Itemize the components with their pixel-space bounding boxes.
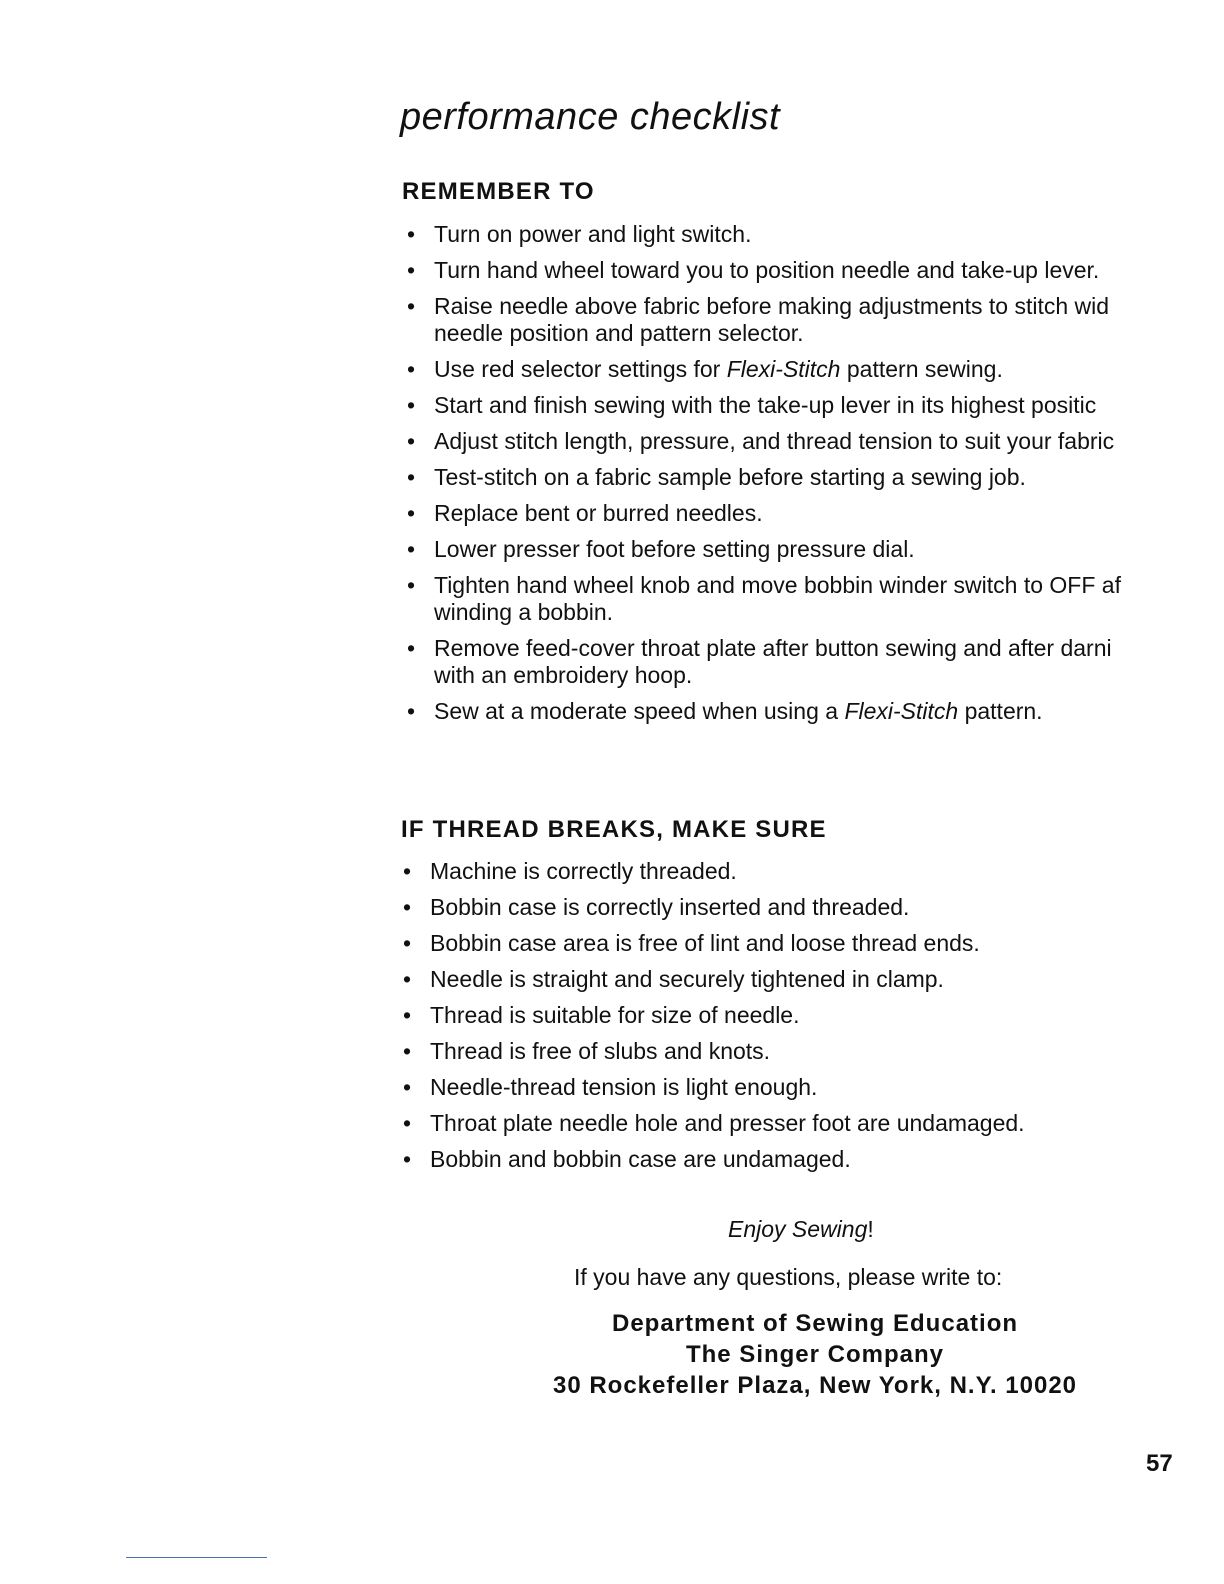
page-number: 57	[1146, 1450, 1173, 1477]
checklist-item-text: Adjust stitch length, pressure, and thread tension to suit your fabric	[434, 428, 1115, 454]
checklist-item-text: with an embroidery hoop.	[434, 662, 693, 688]
checklist-item	[398, 1146, 1158, 1173]
bullet-icon: •	[407, 428, 416, 454]
checklist-item-text: Replace bent or burred needles.	[434, 500, 763, 526]
bullet-icon: •	[407, 392, 416, 418]
checklist-item	[402, 500, 1224, 527]
bullet-icon: •	[407, 293, 416, 319]
page-title: performance checklist	[400, 96, 781, 138]
checklist-item	[402, 536, 1224, 563]
checklist-item	[402, 221, 1224, 248]
checklist-item	[402, 293, 1224, 347]
bullet-icon: •	[407, 635, 416, 661]
checklist-item-text: Sew at a moderate speed when using a	[434, 698, 845, 724]
bullet-icon: •	[403, 1146, 412, 1172]
checklist-item-text: Tighten hand wheel knob and move bobbin winder switch to OFF af	[434, 572, 1121, 598]
address-line-company: The Singer Company	[685, 1341, 945, 1368]
checklist-item	[398, 858, 1158, 885]
bullet-icon: •	[403, 1110, 412, 1136]
bullet-icon: •	[403, 1038, 412, 1064]
checklist-item-text: needle position and pattern selector.	[434, 320, 804, 346]
thread-breaks-heading: IF THREAD BREAKS, MAKE SURE	[401, 816, 827, 843]
checklist-item-text: Test-stitch on a fabric sample before starting a sewing job.	[434, 464, 1026, 490]
footer-rule	[126, 1557, 267, 1558]
bullet-icon: •	[407, 257, 416, 283]
checklist-item-text: Machine is correctly threaded.	[430, 858, 737, 884]
checklist-item	[398, 1110, 1158, 1137]
checklist-item	[402, 257, 1224, 284]
checklist-item-text: Needle is straight and securely tightened in clamp.	[430, 966, 944, 992]
checklist-item-text: Needle-thread tension is light enough.	[430, 1074, 818, 1100]
checklist-item-text: Start and finish sewing with the take-up lever in its highest positic	[434, 392, 1097, 418]
checklist-item-text: Thread is free of slubs and knots.	[430, 1038, 771, 1064]
checklist-item	[398, 930, 1158, 957]
checklist-item	[402, 635, 1224, 689]
bullet-icon: •	[407, 698, 416, 724]
checklist-item-text: Thread is suitable for size of needle.	[430, 1002, 800, 1028]
checklist-item-text: Throat plate needle hole and presser foot are undamaged.	[430, 1110, 1025, 1136]
checklist-item	[402, 572, 1224, 626]
checklist-item-text: Turn hand wheel toward you to position needle and take-up lever.	[434, 257, 1100, 283]
checklist-item-text: pattern sewing.	[840, 356, 1003, 382]
checklist-item-text: Remove feed-cover throat plate after button sewing and after darni	[434, 635, 1112, 661]
bullet-icon: •	[407, 464, 416, 490]
bullet-icon: •	[403, 1074, 412, 1100]
remember-checklist	[402, 221, 1224, 734]
flexi-stitch-term: Flexi-Stitch	[726, 356, 841, 382]
bullet-icon: •	[403, 930, 412, 956]
mailing-address	[520, 1308, 1110, 1401]
checklist-item-text: Raise needle above fabric before making adjustments to stitch wid	[434, 293, 1110, 319]
remember-heading: REMEMBER TO	[402, 178, 595, 205]
bullet-icon: •	[407, 500, 416, 526]
enjoy-sewing-text: Enjoy Sewing	[728, 1216, 868, 1242]
checklist-item-text: Bobbin case area is free of lint and loose thread ends.	[430, 930, 980, 956]
flexi-stitch-term: Flexi-Stitch	[844, 698, 959, 724]
address-line-department: Department of Sewing Education	[611, 1310, 1019, 1337]
checklist-item	[398, 1074, 1158, 1101]
bullet-icon: •	[407, 536, 416, 562]
checklist-item-text: Turn on power and light switch.	[434, 221, 752, 247]
checklist-item	[398, 894, 1158, 921]
bullet-icon: •	[403, 858, 412, 884]
checklist-item	[398, 966, 1158, 993]
bullet-icon: •	[407, 356, 416, 382]
checklist-item	[402, 698, 1224, 725]
address-line-street: 30 Rockefeller Plaza, New York, N.Y. 10020	[552, 1372, 1078, 1399]
checklist-item-text: Lower presser foot before setting pressure dial.	[434, 536, 915, 562]
enjoy-sewing	[728, 1216, 874, 1243]
bullet-icon: •	[403, 894, 412, 920]
checklist-item	[402, 356, 1224, 383]
checklist-item	[402, 392, 1224, 419]
bullet-icon: •	[407, 572, 416, 598]
bullet-icon: •	[403, 966, 412, 992]
checklist-item	[402, 464, 1224, 491]
checklist-item	[398, 1038, 1158, 1065]
bullet-icon: •	[407, 221, 416, 247]
bullet-icon: •	[403, 1002, 412, 1028]
checklist-item-text: Use red selector settings for	[434, 356, 727, 382]
checklist-item	[402, 428, 1224, 455]
checklist-item-text: winding a bobbin.	[434, 599, 614, 625]
checklist-item-text: Bobbin and bobbin case are undamaged.	[430, 1146, 851, 1172]
questions-line: If you have any questions, please write to:	[574, 1264, 1003, 1290]
checklist-item-text: Bobbin case is correctly inserted and threaded.	[430, 894, 910, 920]
enjoy-sewing-punct: !	[867, 1216, 874, 1242]
checklist-item	[398, 1002, 1158, 1029]
thread-breaks-checklist	[398, 858, 1158, 1182]
checklist-item-text: pattern.	[958, 698, 1043, 724]
